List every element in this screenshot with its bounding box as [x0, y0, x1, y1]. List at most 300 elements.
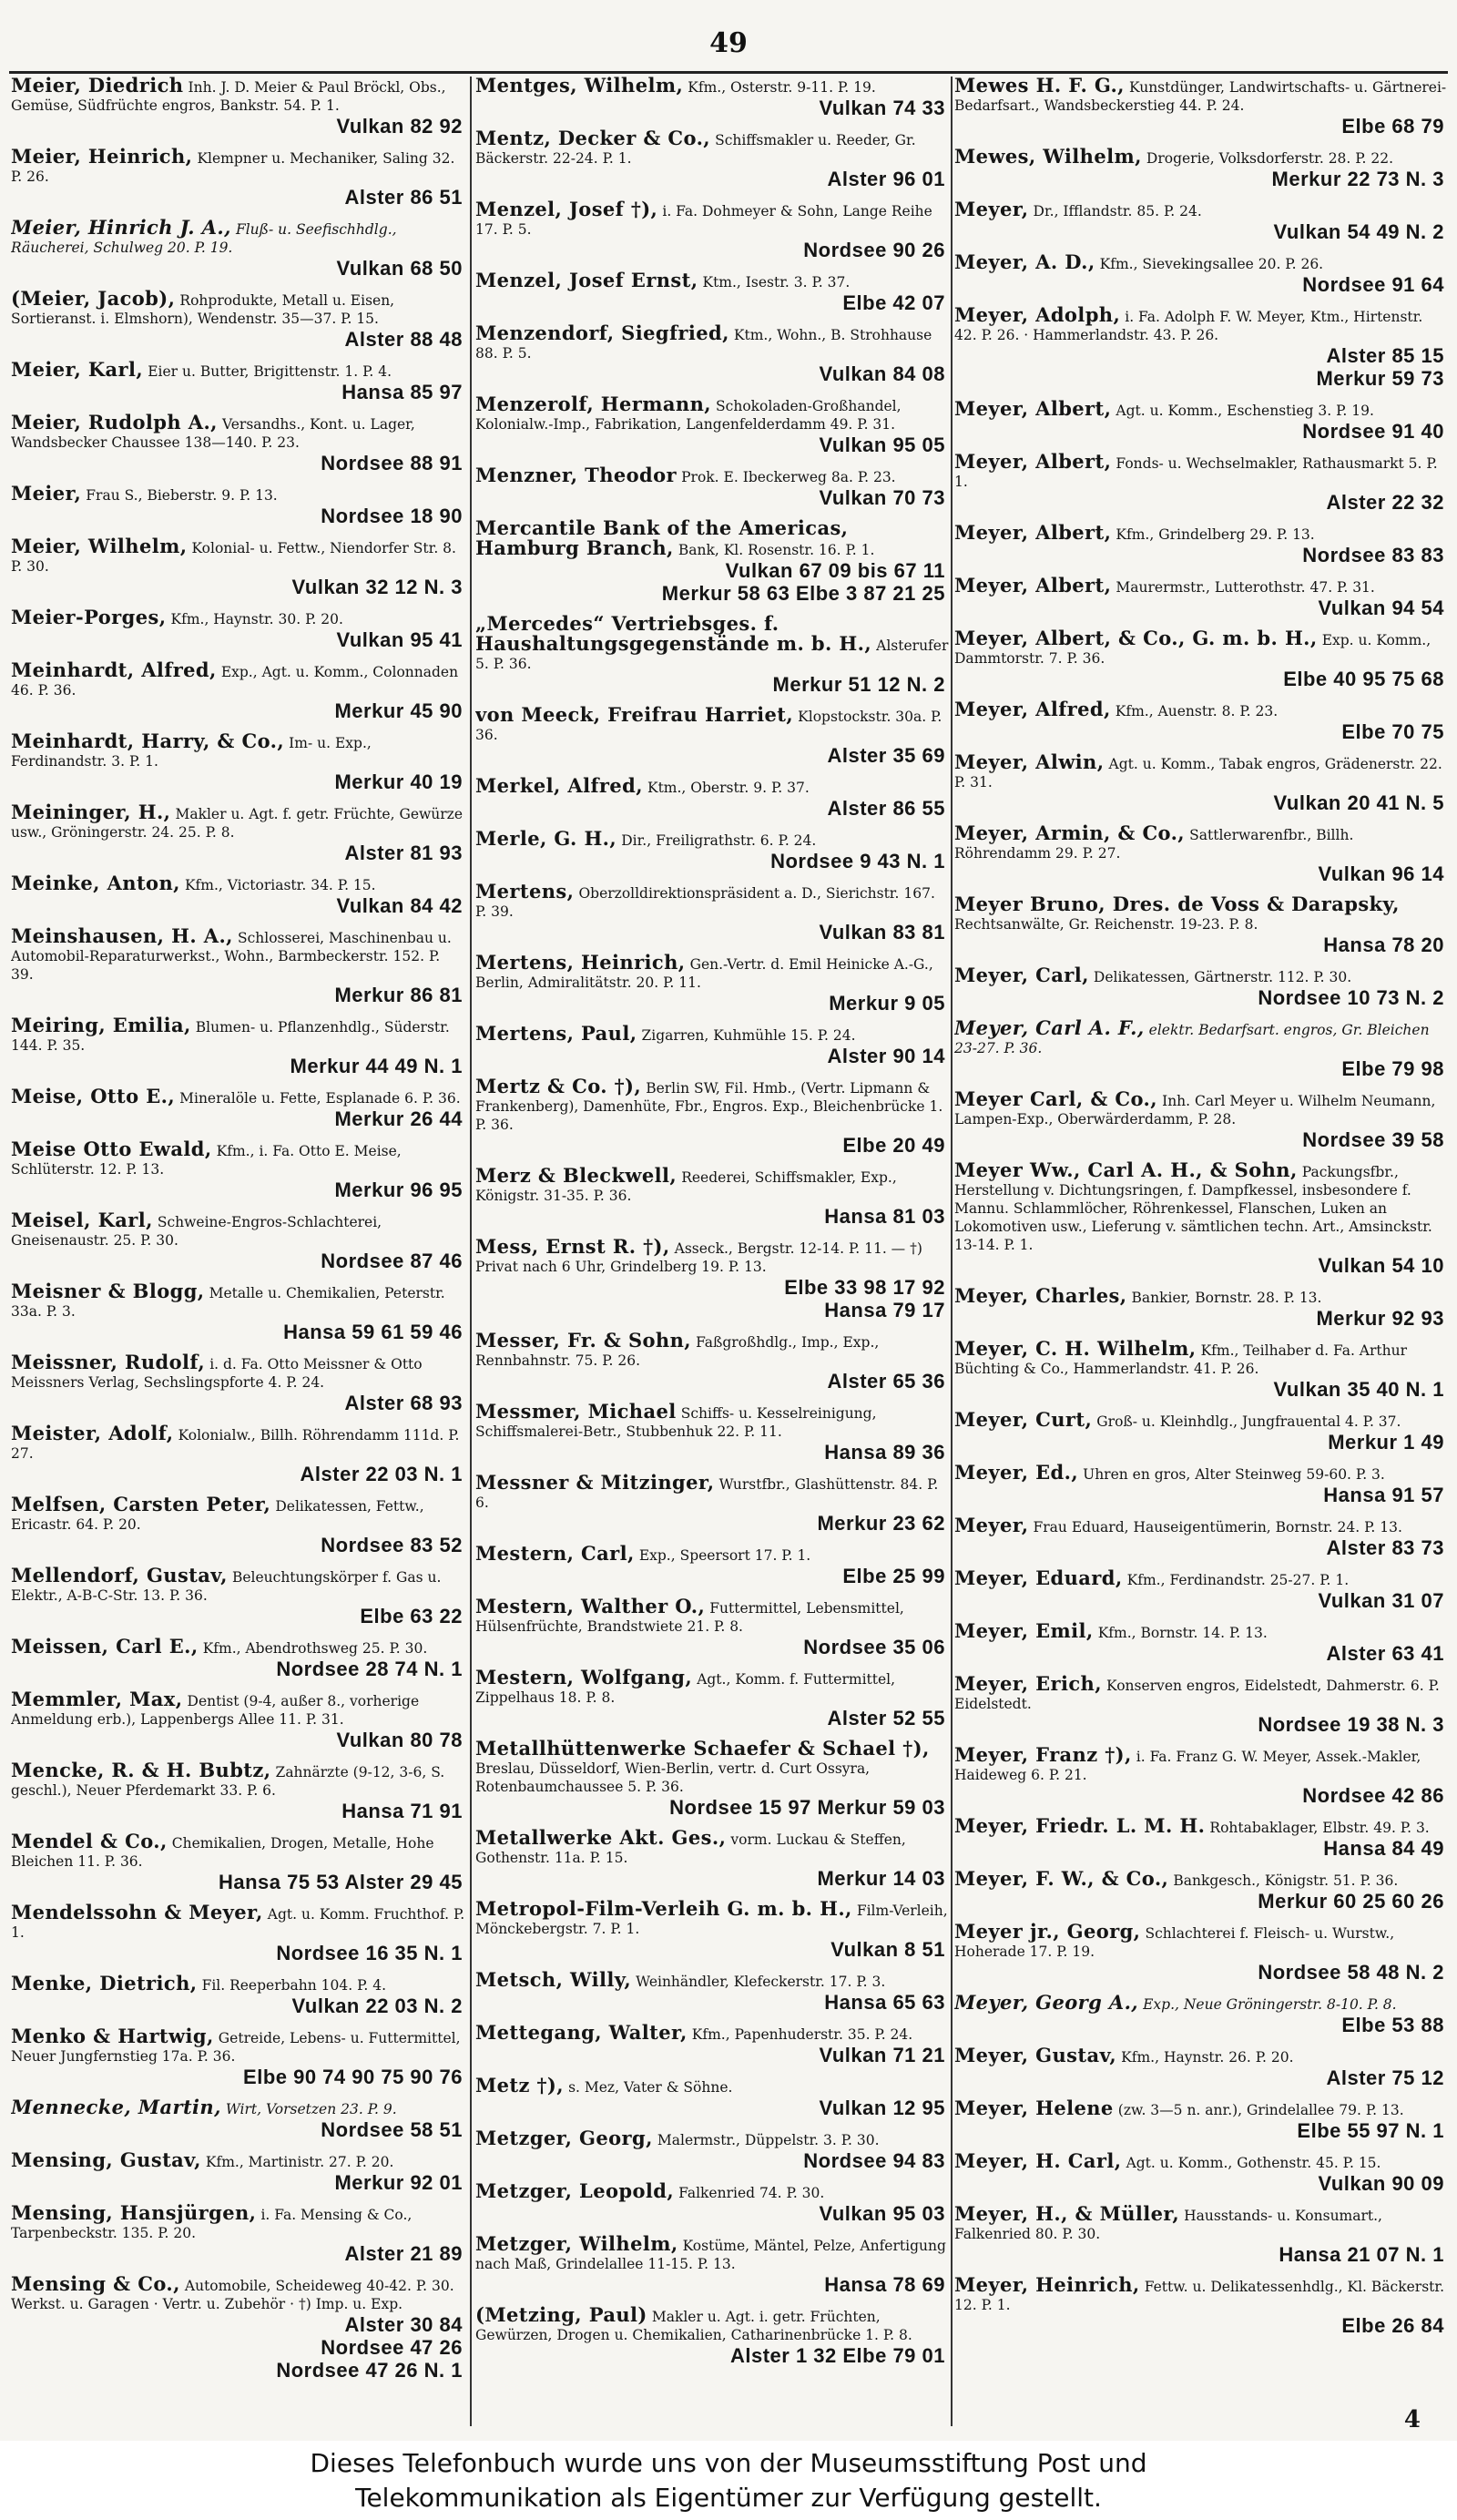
phone-number: Alster 96 01: [827, 168, 945, 190]
phone-number: Nordsee 87 46: [321, 1250, 463, 1272]
directory-entry: [475, 774, 949, 820]
phone-number: Hansa 65 63: [824, 1991, 945, 2014]
directory-entry: [11, 77, 466, 138]
phone-number: Nordsee 91 40: [1302, 420, 1444, 443]
directory-entry: [11, 729, 466, 793]
entry-details: Alsterufer 5. P. 36.: [475, 638, 949, 672]
entry-details: Chemikalien, Drogen, Metalle, Hohe Bleichen 11. P. 36.: [11, 1835, 434, 1870]
directory-entry: [954, 200, 1448, 243]
entry-details: Getreide, Lebens- u. Futtermittel, Neuer Jungfernstieg 17a. P. 36.: [11, 2030, 461, 2065]
phone-number: Alster 63 41: [1326, 1642, 1444, 1665]
phone-number: Nordsee 88 91: [321, 452, 463, 474]
directory-entry: [475, 2129, 949, 2172]
entry-name: Menzerolf, Hermann,: [475, 393, 711, 415]
directory-entry: [11, 1690, 466, 1751]
phone-number: Nordsee 90 26: [803, 239, 945, 261]
entry-details: Kfm., Auenstr. 8. P. 23.: [1115, 703, 1279, 719]
directory-entry: [11, 1087, 466, 1130]
entry-details: Kfm., Abendrothsweg 25. P. 30.: [202, 1640, 428, 1657]
phone-number: Nordsee 10 73 N. 2: [1258, 986, 1444, 1009]
directory-entry: [954, 1016, 1448, 1080]
entry-details: i. Fa. Mensing & Co., Tarpenbeckstr. 135. P. 20.: [11, 2207, 413, 2241]
entry-name: Meyer, Carl,: [954, 964, 1089, 986]
column-2: [475, 77, 949, 2426]
directory-entry: [11, 1974, 466, 2017]
entry-details: Agt. u. Komm., Eschenstieg 3. P. 19.: [1116, 403, 1374, 419]
entry-name: Meyer Carl, & Co.,: [954, 1087, 1157, 1110]
entry-name: Meyer, H., & Müller,: [954, 2202, 1180, 2225]
phone-number: Merkur 96 95: [334, 1178, 463, 1201]
phone-number: Hansa 71 91: [341, 1800, 463, 1822]
phone-number: Vulkan 95 03: [819, 2202, 945, 2225]
entry-details: Fil. Reeperbahn 104. P. 4.: [201, 1977, 387, 1994]
entry-name: Meyer, Curt,: [954, 1408, 1093, 1431]
directory-entry: [954, 2202, 1448, 2266]
phone-number: Alster 85 15: [1326, 344, 1444, 367]
phone-number: Merkur 86 81: [334, 984, 463, 1006]
directory-entry: [954, 1920, 1448, 1984]
phone-number: Merkur 92 93: [1316, 1307, 1444, 1330]
directory-entry: [11, 358, 466, 403]
directory-entry: [954, 2273, 1448, 2337]
phone-number: Hansa 59 61 59 46: [283, 1321, 463, 1343]
entry-details: Schweine-Engros-Schlachterei, Gneisenaustr. 25. P. 30.: [11, 1214, 382, 1249]
phone-number: Alster 1 32 Elbe 79 01: [729, 2344, 945, 2367]
directory-entry: [11, 1282, 466, 1343]
phone-number: Vulkan 35 40 N. 1: [1273, 1378, 1444, 1401]
phone-number: Alster 35 69: [827, 744, 945, 767]
entry-name: Meinhardt, Alfred,: [11, 658, 217, 681]
entry-name: Metallhüttenwerke Schaefer & Schael †),: [475, 1737, 930, 1760]
entry-name: Menko & Hartwig,: [11, 2025, 214, 2047]
entry-name: Meise, Otto E.,: [11, 1085, 176, 1107]
entry-name: Meyer, Adolph,: [954, 303, 1121, 326]
entry-details: Makler u. Agt. f. getr. Früchte, Gewürze usw., Gröningerstr. 24. 25. P. 8.: [11, 806, 464, 841]
phone-number: Elbe 90 74 90 75 90 76: [243, 2066, 463, 2088]
phone-number: Alster 75 12: [1326, 2066, 1444, 2089]
entry-name: Messer, Fr. & Sohn,: [475, 1329, 691, 1352]
entry-name: Meyer, Armin, & Co.,: [954, 821, 1186, 844]
entry-details: Gen.-Vertr. d. Emil Heinicke A.-G., Berlin, Admiralitätstr. 20. P. 11.: [475, 956, 933, 991]
phone-number: Vulkan 12 95: [819, 2097, 945, 2119]
top-rule: [9, 71, 1448, 74]
directory-entry: [475, 2303, 949, 2367]
directory-entry: [11, 216, 466, 280]
phone-number: Merkur 59 73: [1316, 367, 1444, 390]
entry-details: Fettw. u. Delikatessenhdlg., Kl. Bäckerstr. 12. P. 1.: [954, 2279, 1445, 2313]
entry-name: Meyer, Charles,: [954, 1284, 1127, 1307]
directory-entry: [954, 1991, 1448, 2036]
entry-name: Meyer Ww., Carl A. H., & Sohn,: [954, 1158, 1298, 1181]
phone-number: Hansa 84 49: [1323, 1837, 1444, 1860]
entry-name: Messner & Mitzinger,: [475, 1471, 715, 1494]
directory-entry: [954, 1516, 1448, 1559]
entry-name: Melfsen, Carsten Peter,: [11, 1493, 271, 1515]
entry-details: Klopstockstr. 30a. P. 36.: [475, 709, 942, 743]
phone-number: Alster 30 84: [344, 2313, 463, 2336]
entry-name: Meyer jr., Georg,: [954, 1920, 1141, 1943]
entry-details: Zigarren, Kuhmühle 15. P. 24.: [641, 1027, 856, 1044]
entry-name: Menzel, Josef Ernst,: [475, 269, 698, 291]
directory-entry: [475, 271, 949, 314]
entry-details: Falkenried 74. P. 30.: [678, 2185, 825, 2201]
directory-entry: [475, 1737, 949, 1819]
entry-details: Schokoladen-Großhandel, Kolonialw.-Imp., Fabrikation, Langenfelderdamm 49. P. 31.: [475, 398, 902, 433]
phone-number: Nordsee 15 97 Merkur 59 03: [669, 1796, 945, 1819]
directory-entry: [475, 612, 949, 696]
phone-number: Merkur 60 25 60 26: [1258, 1890, 1444, 1913]
directory-entry: [954, 77, 1448, 138]
phone-number: Nordsee 47 26: [321, 2336, 463, 2359]
phone-number: Nordsee 18 90: [321, 505, 463, 527]
entry-details: Dr., Ifflandstr. 85. P. 24.: [1033, 203, 1202, 219]
directory-entry: [475, 1235, 949, 1321]
entry-name: Meyer, C. H. Wilhelm,: [954, 1337, 1197, 1360]
entry-name: „Mercedes“ Vertriebsges. f. Haushaltungsgegenstände m. b. H.,: [475, 612, 872, 655]
phone-number: Hansa 89 36: [824, 1441, 945, 1464]
directory-entry: [475, 321, 949, 385]
phone-number: Vulkan 31 07: [1318, 1589, 1444, 1612]
entry-details: Bankier, Bornstr. 28. P. 13.: [1131, 1290, 1322, 1306]
entry-details: i. d. Fa. Otto Meissner & Otto Meissners Verlag, Sechslingspforte 4. P. 24.: [11, 1356, 423, 1391]
directory-entry: [11, 2201, 466, 2265]
entry-details: Bankgesch., Königstr. 51. P. 36.: [1173, 1872, 1399, 1889]
entry-name: Meyer, A. D.,: [954, 250, 1095, 273]
phone-number: Hansa 91 57: [1323, 1484, 1444, 1506]
entry-details: Schlosserei, Maschinenbau u. Automobil-Reparaturwerkst., Wohn., Barmbeckerstr. 152. P. 39.: [11, 930, 452, 983]
entry-name: Meier,: [11, 482, 82, 505]
entry-details: Konserven engros, Eidelstedt, Dahmerstr. 6. P. Eidelstedt.: [954, 1678, 1440, 1712]
phone-number: Nordsee 16 35 N. 1: [276, 1942, 463, 1964]
entry-details: Delikatessen, Gärtnerstr. 112. P. 30.: [1093, 969, 1352, 985]
phone-number: Hansa 21 07 N. 1: [1279, 2243, 1444, 2266]
directory-entry: [954, 2149, 1448, 2195]
entry-details: s. Mez, Vater & Söhne.: [568, 2079, 733, 2096]
directory-entry: [475, 1471, 949, 1535]
entry-name: Mestern, Wolfgang,: [475, 1666, 693, 1689]
directory-entry: [475, 1400, 949, 1464]
phone-number: Alster 83 73: [1326, 1536, 1444, 1559]
directory-entry: [954, 700, 1448, 743]
entry-details: Kfm., Martinistr. 27. P. 20.: [205, 2154, 394, 2170]
entry-details: Kfm., Haynstr. 30. P. 20.: [170, 611, 343, 627]
phone-number: Alster 88 48: [344, 328, 463, 351]
phone-number: Elbe 26 84: [1341, 2314, 1444, 2337]
entry-name: Mendelssohn & Meyer,: [11, 1901, 263, 1923]
directory-entry: [11, 287, 466, 351]
entry-name: Mestern, Walther O.,: [475, 1595, 706, 1617]
directory-entry: [954, 1566, 1448, 1612]
phone-number: Vulkan 54 10: [1318, 1254, 1444, 1277]
directory-entry: [954, 750, 1448, 814]
phone-number: Elbe 33 98 17 92: [784, 1276, 945, 1299]
entry-name: Mertens, Paul,: [475, 1022, 637, 1045]
entry-name: Meyer, Erich,: [954, 1672, 1102, 1695]
phone-number: Hansa 78 20: [1323, 934, 1444, 956]
phone-number: Merkur 1 49: [1328, 1431, 1444, 1454]
phone-number: Merkur 26 44: [334, 1107, 463, 1130]
phone-number: Nordsee 9 43 N. 1: [770, 850, 945, 872]
entry-name: Mensing, Gustav,: [11, 2148, 201, 2171]
phone-number: Elbe 70 75: [1341, 720, 1444, 743]
phone-number: Alster 81 93: [344, 842, 463, 864]
entry-name: Meyer, Alfred,: [954, 698, 1111, 720]
phone-number: Vulkan 80 78: [336, 1729, 463, 1751]
phone-number: Merkur 58 63 Elbe 3 87 21 25: [661, 582, 945, 605]
entry-details: Faßgroßhdlg., Imp., Exp., Rennbahnstr. 75. P. 26.: [475, 1334, 880, 1369]
phone-number: Vulkan 90 09: [1318, 2172, 1444, 2195]
entry-name: Menke, Dietrich,: [11, 1972, 198, 1995]
entry-details: Rechtsanwälte, Gr. Reichenstr. 19-23. P. 8.: [954, 916, 1258, 933]
entry-name: Meise Otto Ewald,: [11, 1138, 212, 1160]
entry-name: (Metzing, Paul): [475, 2303, 647, 2326]
entry-name: Meinhardt, Harry, & Co.,: [11, 729, 285, 752]
entry-name: Meyer, Carl A. F.,: [954, 1016, 1145, 1039]
phone-number: Nordsee 83 52: [321, 1534, 463, 1556]
phone-number: Elbe 42 07: [842, 291, 945, 314]
directory-entry: [11, 2272, 466, 2382]
phone-number: Alster 90 14: [827, 1045, 945, 1067]
entry-details: Exp., Speersort 17. P. 1.: [638, 1547, 811, 1564]
directory-entry: [954, 821, 1448, 885]
directory-entry: [475, 200, 949, 261]
phone-number: Merkur 14 03: [817, 1867, 945, 1890]
directory-entry: [954, 1337, 1448, 1401]
entry-name: Meyer, Gustav,: [954, 2044, 1117, 2066]
entry-details: Packungsfbr., Herstellung v. Dichtungsringen, f. Dampfkessel, insbesondere f. Mannu. Schlammlöcher, Röhrenkessel, Flanschen, Luken an Lokomotiven usw., Lieferung v. sämtlichen techn. Art., Amsinckstr. 13-14. P. 1.: [954, 1164, 1432, 1253]
directory-entry: [11, 2027, 466, 2088]
phone-number: Vulkan 95 05: [819, 434, 945, 456]
entry-details: Kfm., Papenhuderstr. 35. P. 24.: [691, 2026, 913, 2043]
directory-entry: [954, 250, 1448, 296]
phone-number: Vulkan 82 92: [336, 115, 463, 138]
phone-number: Alster 52 55: [827, 1707, 945, 1729]
phone-number: Merkur 45 90: [334, 699, 463, 722]
entry-name: Meier, Wilhelm,: [11, 535, 188, 557]
entry-name: Meier, Diedrich: [11, 77, 184, 97]
directory-entry: [954, 145, 1448, 190]
entry-name: Mellendorf, Gustav,: [11, 1564, 228, 1586]
entry-details: Blumen- u. Pflanzenhdlg., Süderstr. 144. P. 35.: [11, 1019, 450, 1054]
entry-name: Merz & Bleckwell,: [475, 1164, 678, 1187]
directory-entry: [954, 397, 1448, 443]
entry-name: Meyer, Albert,: [954, 450, 1112, 473]
entry-name: Metsch, Willy,: [475, 1968, 632, 1991]
entry-details: Ktm., Isestr. 3. P. 37.: [702, 274, 851, 291]
phone-number: Alster 22 32: [1326, 491, 1444, 514]
phone-number: Elbe 40 95 75 68: [1283, 668, 1444, 690]
entry-name: Metallwerke Akt. Ges.,: [475, 1826, 727, 1849]
directory-entry: [954, 2099, 1448, 2142]
phone-number: Alster 86 55: [827, 797, 945, 820]
entry-details: Malermstr., Düppelstr. 3. P. 30.: [657, 2132, 880, 2148]
phone-number: Vulkan 8 51: [830, 1938, 945, 1961]
phone-number: Nordsee 47 26 N. 1: [276, 2359, 463, 2382]
column-3: [954, 77, 1448, 2426]
directory-entry: [11, 1832, 466, 1893]
phone-number: Vulkan 67 09 bis 67 11: [725, 559, 945, 582]
directory-entry: [475, 2232, 949, 2296]
entry-details: Schiffsmakler u. Reeder, Gr. Bäckerstr. 22-24. P. 1.: [475, 132, 916, 167]
phone-number: Merkur 23 62: [817, 1512, 945, 1535]
phone-number: Elbe 68 79: [1341, 115, 1444, 138]
directory-entry: [475, 516, 949, 605]
entry-details: Maurermstr., Lutterothstr. 47. P. 31.: [1116, 579, 1375, 596]
directory-entry: [954, 629, 1448, 690]
directory-entry: [954, 1461, 1448, 1506]
directory-entry: [11, 1016, 466, 1077]
phone-number: Vulkan 20 41 N. 5: [1273, 791, 1444, 814]
entry-name: Mewes H. F. G.,: [954, 77, 1125, 97]
entry-name: Meissner, Rudolf,: [11, 1351, 206, 1373]
entry-details: i. Fa. Adolph F. W. Meyer, Ktm., Hirtenstr. 42. P. 26. · Hammerlandstr. 43. P. 26.: [954, 309, 1423, 343]
phone-number: Merkur 22 73 N. 3: [1271, 168, 1444, 190]
directory-entry: [954, 1814, 1448, 1860]
entry-details: i. Fa. Dohmeyer & Sohn, Lange Reihe 17. P. 5.: [475, 203, 932, 238]
directory-entry: [954, 521, 1448, 566]
directory-entry: [475, 129, 949, 190]
entry-name: Meier, Hinrich J. A.,: [11, 216, 231, 239]
directory-entry: [954, 1158, 1448, 1277]
page-number: 49: [709, 27, 748, 59]
entry-details: Bank, Kl. Rosenstr. 16. P. 1.: [678, 542, 875, 558]
phone-number: Hansa 75 53 Alster 29 45: [218, 1871, 463, 1893]
directory-entry: [11, 2098, 466, 2141]
phone-number: Nordsee 28 74 N. 1: [276, 1658, 463, 1680]
entry-name: Menzendorf, Siegfried,: [475, 321, 729, 344]
directory-entry: [11, 924, 466, 1006]
entry-details: Delikatessen, Fettw., Ericastr. 64. P. 20.: [11, 1498, 424, 1533]
entry-details: Kunstdünger, Landwirtschafts- u. Gärtnerei-Bedarfsart., Wandsbeckerstieg 44. P. 24.: [954, 79, 1447, 114]
directory-entry: [11, 1424, 466, 1485]
directory-entry: [475, 2076, 949, 2119]
entry-details: Exp. u. Komm., Dammtorstr. 7. P. 36.: [954, 632, 1432, 667]
entry-name: Meyer,: [954, 1514, 1029, 1536]
entry-details: Groß- u. Kleinhdlg., Jungfrauental 4. P. 37.: [1096, 1413, 1401, 1430]
directory-entry: [475, 951, 949, 1015]
phone-number: Vulkan 95 41: [336, 628, 463, 651]
entry-details: Wirt, Vorsetzen 23. P. 9.: [225, 2101, 397, 2117]
entry-details: Beleuchtungskörper f. Gas u. Elektr., A-B-C-Str. 13. P. 36.: [11, 1569, 442, 1604]
entry-details: Metalle u. Chemikalien, Peterstr. 33a. P. 3.: [11, 1285, 445, 1320]
directory-entry: [475, 2021, 949, 2066]
entry-details: Schlachterei f. Fleisch- u. Wurstw., Hoherade 17. P. 19.: [954, 1925, 1395, 1960]
entry-name: Meyer, Eduard,: [954, 1566, 1123, 1589]
directory-entry: [954, 1408, 1448, 1454]
phone-number: Nordsee 58 48 N. 2: [1258, 1961, 1444, 1984]
directory-entry: [475, 1826, 949, 1890]
phone-number: Alster 65 36: [827, 1370, 945, 1393]
directory-entry: [475, 395, 949, 456]
entry-name: Mensing, Hansjürgen,: [11, 2201, 257, 2224]
entry-name: Meyer, Helene: [954, 2097, 1114, 2119]
footnote-mark: 4: [1403, 2406, 1421, 2433]
entry-details: Kolonial- u. Fettw., Niendorfer Str. 8. P. 30.: [11, 540, 456, 575]
entry-name: Mettegang, Walter,: [475, 2021, 688, 2044]
entry-name: Meyer, Friedr. L. M. H.: [954, 1814, 1206, 1837]
phone-number: Nordsee 39 58: [1302, 1128, 1444, 1151]
phone-number: Nordsee 58 51: [321, 2118, 463, 2141]
footer-line-2: Telekommunikation als Eigentümer zur Verfügung gestellt.: [355, 2483, 1102, 2513]
directory-entry: [475, 1668, 949, 1729]
column-divider: [951, 77, 953, 2426]
column-1: [11, 77, 466, 2426]
phone-number: Vulkan 70 73: [819, 486, 945, 509]
entry-details: elektr. Bedarfsart. engros, Gr. Bleichen 23-27. P. 36.: [954, 1022, 1430, 1056]
phone-number: Elbe 20 49: [842, 1134, 945, 1157]
entry-details: Prok. E. Ibeckerweg 8a. P. 23.: [681, 469, 896, 485]
entry-name: Mertz & Co. †),: [475, 1075, 642, 1097]
phone-number: Merkur 9 05: [829, 992, 945, 1015]
entry-name: Metzger, Leopold,: [475, 2179, 675, 2202]
directory-entry: [475, 880, 949, 944]
phone-number: Vulkan 84 42: [336, 894, 463, 917]
phone-number: Merkur 44 49 N. 1: [290, 1055, 463, 1077]
entry-name: Meyer, Heinrich,: [954, 2273, 1140, 2296]
directory-entry: [475, 827, 949, 872]
entry-details: Weinhändler, Klefeckerstr. 17. P. 3.: [636, 1974, 886, 1990]
entry-name: Mertens, Heinrich,: [475, 951, 686, 974]
phone-number: Nordsee 42 86: [1302, 1784, 1444, 1807]
phone-number: Vulkan 71 21: [819, 2044, 945, 2066]
entry-name: Meisner & Blogg,: [11, 1280, 205, 1302]
entry-details: Zahnärzte (9-12, 3-6, S. geschl.), Neuer Pferdemarkt 33. P. 6.: [11, 1764, 445, 1799]
entry-name: Meyer, Ed.,: [954, 1461, 1079, 1484]
entry-name: Meyer, F. W., & Co.,: [954, 1867, 1169, 1890]
phone-number: Vulkan 32 12 N. 3: [291, 576, 463, 598]
entry-name: Mennecke, Martin,: [11, 2096, 221, 2118]
entry-details: Frau S., Bieberstr. 9. P. 13.: [86, 487, 278, 504]
phone-number: Hansa 81 03: [824, 1205, 945, 1228]
footer-line-1: Dieses Telefonbuch wurde uns von der Museumsstiftung Post und: [310, 2448, 1147, 2478]
phone-number: Vulkan 68 50: [336, 257, 463, 280]
entry-name: Meyer,: [954, 198, 1029, 220]
entry-details: Dir., Freiligrathstr. 6. P. 24.: [621, 832, 817, 849]
phone-number: Vulkan 22 03 N. 2: [291, 1995, 463, 2017]
directory-entry: [11, 1353, 466, 1414]
directory-entry: [11, 608, 466, 651]
directory-entry: [11, 1211, 466, 1272]
entry-details: Im- u. Exp., Ferdinandstr. 3. P. 1.: [11, 735, 372, 770]
entry-details: Asseck., Bergstr. 12-14. P. 11. — †) Privat nach 6 Uhr, Grindelberg 19. P. 13.: [475, 1240, 922, 1275]
entry-name: Metropol-Film-Verleih G. m. b. H.,: [475, 1897, 852, 1920]
entry-name: Meyer, Albert,: [954, 397, 1112, 420]
phone-number: Alster 22 03 N. 1: [300, 1463, 463, 1485]
entry-details: Automobile, Scheideweg 40-42. P. 30. Werkst. u. Garagen · Vertr. u. Zubehör · †) Imp. u. Exp.: [11, 2278, 454, 2312]
entry-details: Ktm., Wohn., B. Strohhause 88. P. 5.: [475, 327, 932, 362]
entry-name: Mentges, Wilhelm,: [475, 77, 684, 97]
entry-details: i. Fa. Franz G. W. Meyer, Assek.-Makler, Haideweg 6. P. 21.: [954, 1749, 1421, 1783]
phone-number: Elbe 53 88: [1341, 2014, 1444, 2036]
entry-name: Mentz, Decker & Co.,: [475, 127, 711, 149]
entry-details: Rohtabaklager, Elbstr. 49. P. 3.: [1209, 1820, 1430, 1836]
entry-details: Oberzolldirektionspräsident a. D., Sierichstr. 167. P. 39.: [475, 885, 935, 920]
entry-name: Mertens,: [475, 880, 575, 903]
entry-name: Menzel, Josef †),: [475, 198, 658, 220]
phone-number: Nordsee 19 38 N. 3: [1258, 1713, 1444, 1736]
entry-name: Mensing & Co.,: [11, 2272, 180, 2295]
directory-entry: [11, 1637, 466, 1680]
directory-entry: [11, 1140, 466, 1201]
entry-details: Kfm., Victoriastr. 34. P. 15.: [184, 877, 376, 893]
directory-entry: [954, 576, 1448, 619]
entry-details: Agt., Komm. f. Futtermittel, Zippelhaus 18. P. 8.: [475, 1671, 896, 1706]
column-divider: [470, 77, 472, 2426]
directory-entry: [954, 1867, 1448, 1913]
entry-name: Mewes, Wilhelm,: [954, 145, 1142, 168]
phone-number: Nordsee 94 83: [803, 2149, 945, 2172]
directory-entry: [475, 1597, 949, 1658]
